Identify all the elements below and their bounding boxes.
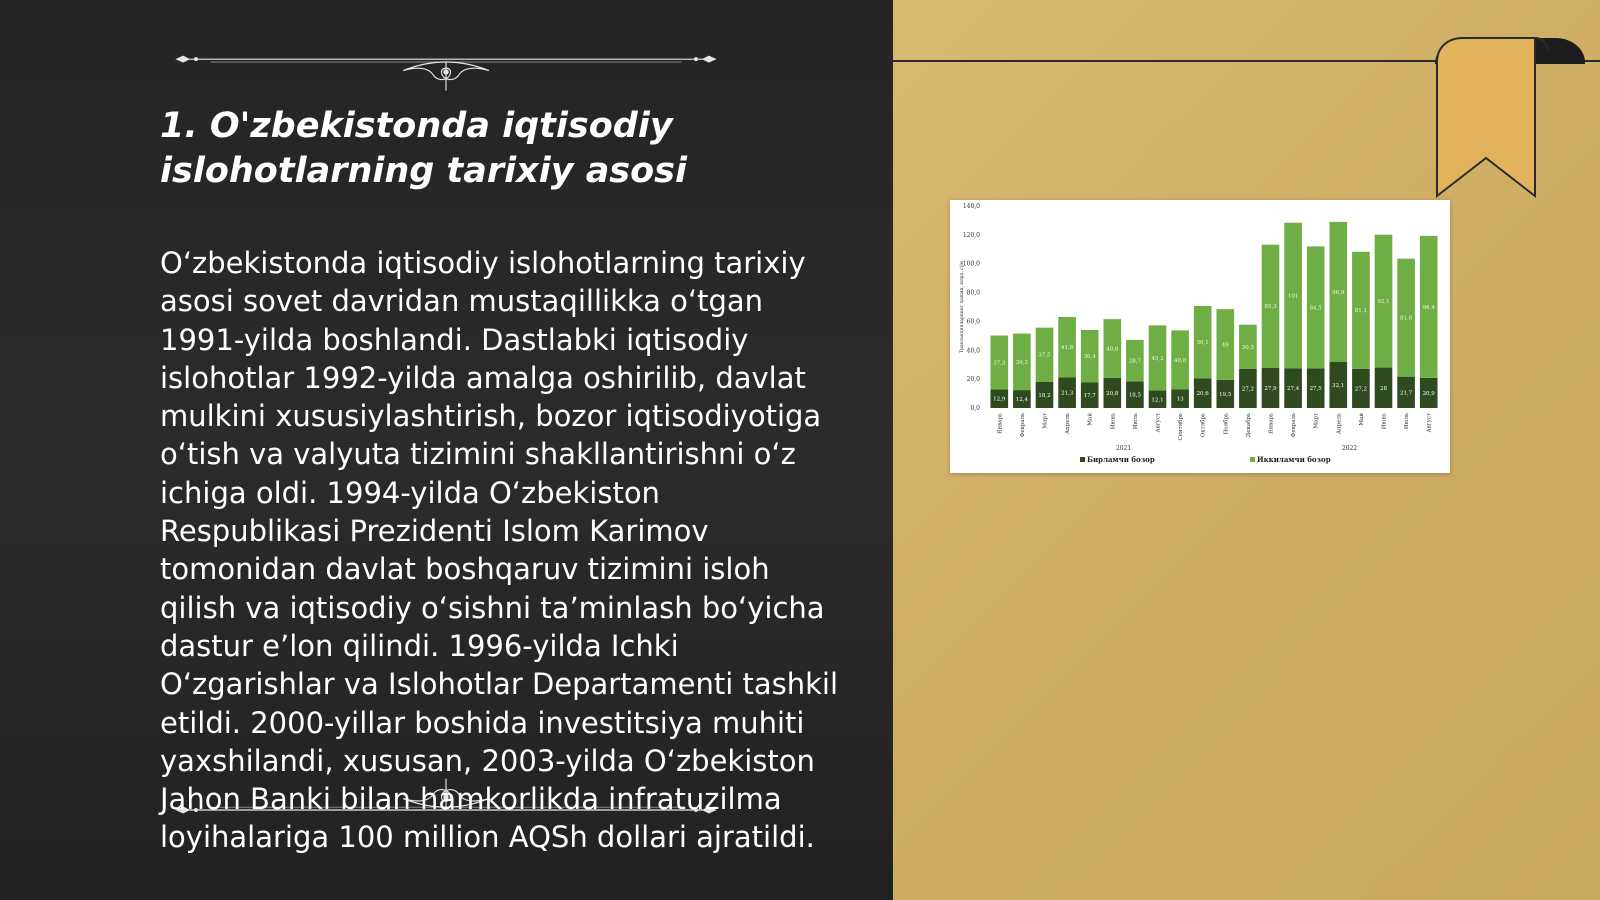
x-tick-label: Май — [1087, 413, 1094, 426]
data-label-primary: 20,6 — [1196, 391, 1209, 398]
data-label-secondary: 40,8 — [1106, 346, 1119, 353]
data-label-secondary: 28,7 — [1128, 358, 1142, 365]
stacked-bar-chart — [950, 200, 1450, 473]
y-tick-label: 140,0 — [962, 203, 980, 210]
y-tick-label: 120,0 — [962, 231, 980, 239]
x-group-label: 2022 — [1341, 445, 1358, 452]
legend-swatch — [1080, 457, 1085, 462]
x-tick-label: Июль — [1132, 413, 1139, 430]
legend-label: Бирламчи бозор — [1087, 455, 1155, 464]
x-tick-label: Январь — [997, 413, 1004, 434]
data-label-primary: 20,8 — [1106, 390, 1119, 397]
data-label-primary: 18,2 — [1038, 392, 1051, 399]
data-label-secondary: 96,9 — [1332, 289, 1345, 296]
y-axis-label: Транзакцияларнинг ҳажми, млрд. сўм — [960, 261, 965, 353]
bookmark-ribbon-icon — [1435, 36, 1585, 200]
data-label-secondary: 30,5 — [1241, 344, 1255, 351]
data-label-primary: 27,2 — [1354, 386, 1368, 393]
data-label-primary: 27,9 — [1264, 385, 1277, 392]
data-label-secondary: 50,1 — [1196, 340, 1209, 347]
data-label-secondary: 49 — [1221, 342, 1229, 349]
data-label-primary: 21,3 — [1060, 390, 1074, 397]
x-tick-label: Июнь — [1381, 413, 1388, 430]
data-label-primary: 21,7 — [1399, 390, 1413, 397]
data-label-primary: 17,7 — [1083, 393, 1096, 400]
data-label-primary: 19,5 — [1219, 391, 1232, 398]
x-tick-label: Август — [1155, 413, 1162, 433]
x-tick-label: Февраль — [1291, 413, 1298, 438]
data-label-secondary: 39,2 — [1015, 359, 1029, 366]
x-tick-label: Июль — [1404, 413, 1411, 430]
y-tick-label: 100,0 — [962, 260, 980, 268]
data-label-primary: 27,4 — [1286, 386, 1300, 393]
y-tick-label: 80,0 — [966, 289, 980, 297]
y-tick-label: 20,0 — [966, 376, 980, 384]
y-tick-label: 40,0 — [966, 347, 980, 355]
x-tick-label: Апрель — [1336, 413, 1343, 435]
data-label-secondary: 92,1 — [1377, 299, 1390, 306]
y-tick-label: 0,0 — [970, 405, 980, 412]
x-tick-label: Май — [1358, 413, 1365, 426]
data-label-primary: 27,2 — [1241, 386, 1255, 393]
data-label-primary: 12,9 — [993, 396, 1006, 403]
data-label-primary: 18,5 — [1128, 392, 1142, 399]
x-tick-label: Март — [1042, 413, 1049, 429]
data-label-primary: 12,1 — [1151, 397, 1164, 404]
data-label-primary: 27,5 — [1309, 386, 1322, 393]
data-label-secondary: 85,3 — [1264, 304, 1277, 311]
data-label-secondary: 81,1 — [1354, 308, 1368, 315]
legend-label: Иккиламчи бозор — [1257, 455, 1331, 464]
data-label-secondary: 40,8 — [1173, 357, 1187, 364]
data-label-secondary: 37,5 — [1038, 352, 1051, 359]
data-label-secondary: 84,5 — [1309, 305, 1322, 312]
slide-title: 1. O'zbekistonda iqtisodiy islohotlarning tarixiy asosi — [160, 106, 688, 191]
x-tick-label: Ноябрь — [1223, 413, 1230, 435]
y-tick-label: 60,0 — [966, 318, 980, 326]
data-label-secondary: 36,4 — [1083, 354, 1096, 361]
x-tick-label: Июнь — [1110, 413, 1117, 430]
data-label-primary: 20,9 — [1422, 390, 1435, 397]
slide-body-text: O‘zbekistonda iqtisodiy islohotlarning tarixiy asosi sovet davridan mustaqillikka o‘tgan 1991-yilda boshlandi. Dastlabki iqtisodiy islohotlar 1992-yilda amalga oshirilib, davlat mulkini xususiylashtirish, bozor iqtisodiyotiga o‘tish va valyuta tizimini shakllantirishni o‘z ichiga oldi. 1994-yilda O‘zbekiston Respublikasi Prezidenti Islom Karimov tomonidan davlat boshqaruv tizimini isloh qilish va iqtisodiy o‘sishni ta’minlash bo‘yicha dastur e’lon qilindi. 1996-yilda Ichki O‘zgarishlar va Islohotlar Departamenti tashkil etildi. 2000-yillar boshida investitsiya muhiti yaxshilandi, xususan, 2003-yilda O‘zbekiston Jahon Banki bilan hamkorlikda infratuzilma loyihalariga 100 million AQSh dollari ajratildi. — [160, 246, 839, 855]
data-label-primary: 13 — [1176, 396, 1184, 403]
x-group-label: 2021 — [1115, 445, 1132, 452]
x-tick-label: Август — [1426, 413, 1433, 433]
legend-swatch — [1250, 457, 1255, 462]
chart-image — [950, 200, 1450, 473]
data-label-primary: 28 — [1380, 385, 1387, 392]
data-label-primary: 32,1 — [1332, 382, 1345, 389]
x-tick-label: Сентябрь — [1178, 413, 1185, 441]
x-tick-label: Октябрь — [1200, 413, 1207, 438]
top-ornament — [66, 42, 826, 92]
data-label-secondary: 37,3 — [993, 360, 1006, 367]
data-label-secondary: 98,4 — [1422, 304, 1435, 311]
data-label-secondary: 41,8 — [1060, 345, 1074, 352]
data-label-secondary: 45,2 — [1151, 355, 1164, 362]
x-tick-label: Апрель — [1065, 413, 1072, 435]
x-tick-label: Январь — [1268, 413, 1275, 434]
data-label-secondary: 101 — [1287, 293, 1299, 300]
data-label-primary: 12,4 — [1015, 397, 1029, 404]
data-label-secondary: 81,8 — [1399, 315, 1413, 322]
x-tick-label: Март — [1313, 413, 1320, 429]
x-tick-label: Февраль — [1019, 413, 1026, 438]
x-tick-label: Декабрь — [1245, 413, 1252, 438]
